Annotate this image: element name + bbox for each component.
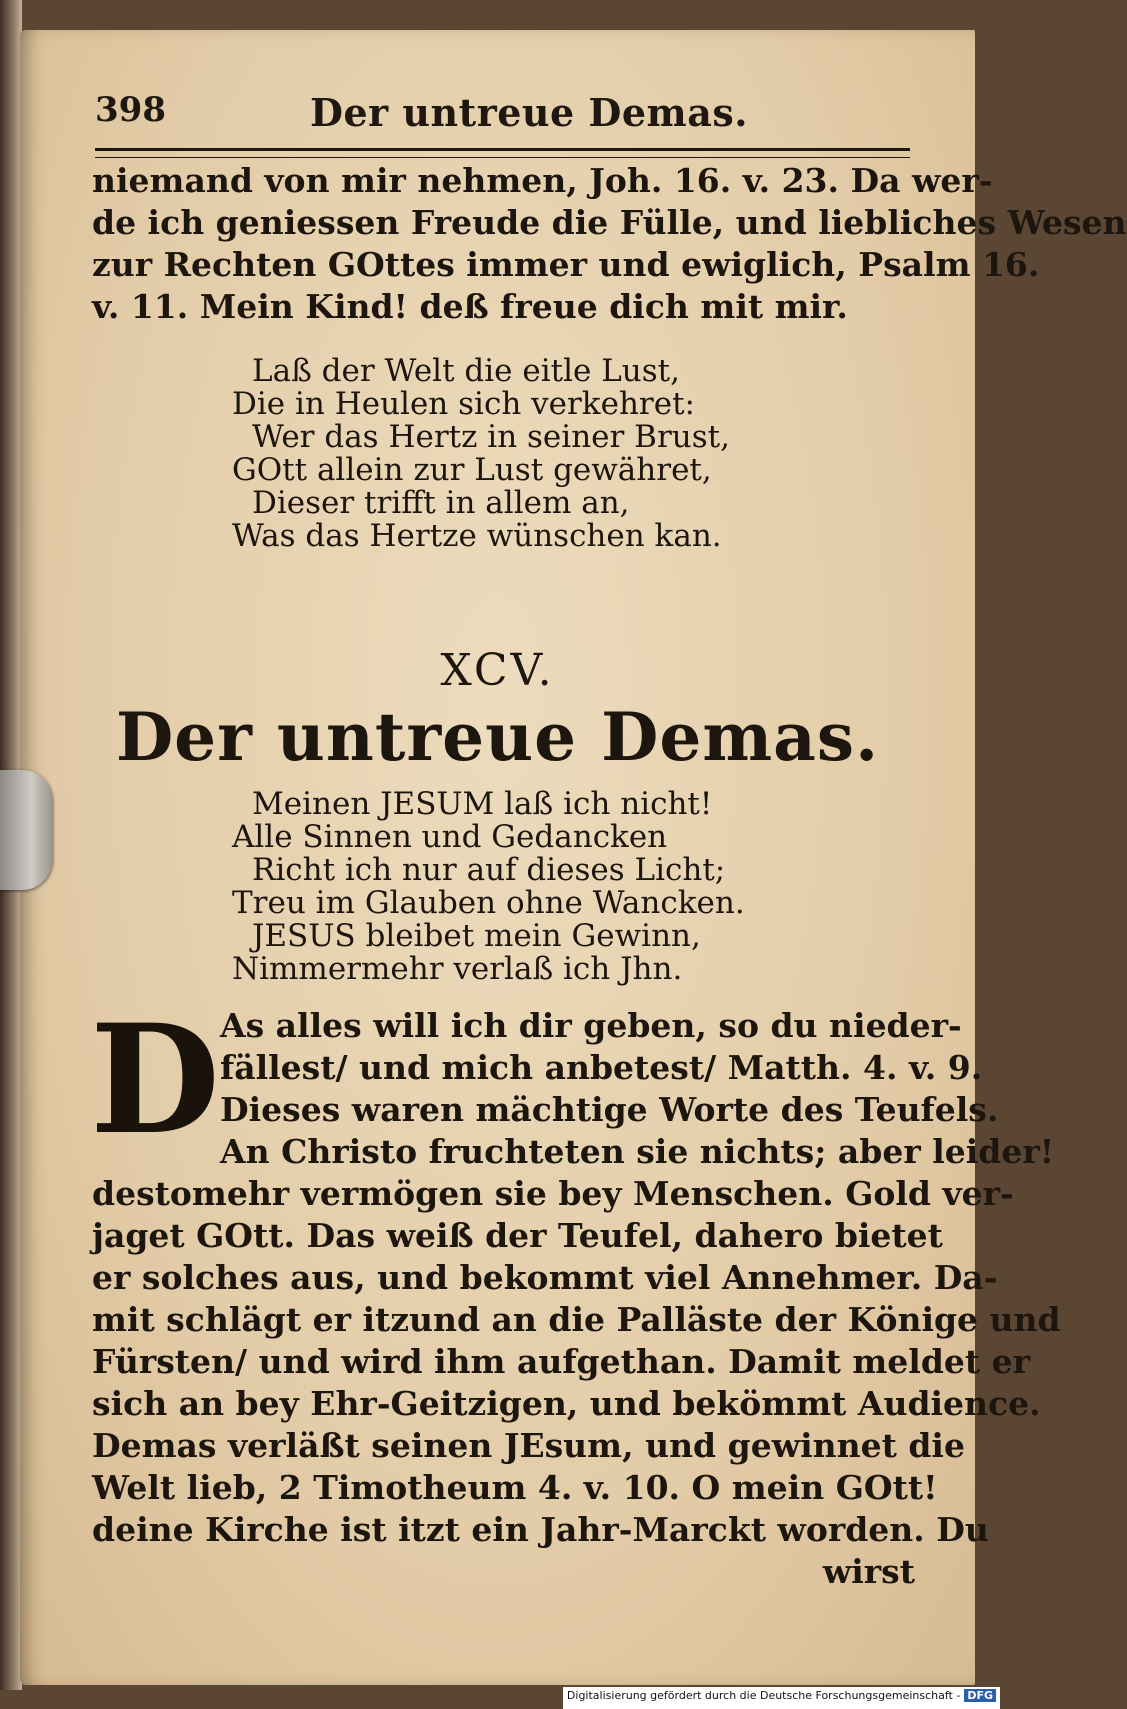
footer-text: Digitalisierung gefördert durch die Deutsche Forschungsgemeinschaft - (566, 1689, 961, 1702)
main-paragraph-indented (220, 1005, 1055, 1173)
text-line: fällest/ und mich anbetest/ Matth. 4. v. 9. (220, 1048, 983, 1087)
text-line: As alles will ich dir geben, so du nieder- (220, 1006, 962, 1045)
footer-credit (563, 1687, 1000, 1709)
text-line: An Christo fruchteten sie nichts; aber leider! (220, 1132, 1055, 1171)
verse-line: Dieser trifft in allem an, (252, 485, 630, 521)
verse-line: Richt ich nur auf dieses Licht; (252, 852, 726, 888)
top-paragraph (92, 160, 1127, 328)
verse-line: Meinen JESUM laß ich nicht! (252, 786, 713, 822)
text-line: er solches aus, und bekommt viel Annehmer. Da- (92, 1258, 998, 1297)
text-line: niemand von mir nehmen, Joh. 16. v. 23. Da wer- (92, 161, 993, 200)
verse-line: JESUS bleibet mein Gewinn, (252, 918, 701, 954)
text-line: sich an bey Ehr-Geitzigen, und bekömmt Audience. (92, 1384, 1041, 1423)
verse-line: Wer das Hertz in seiner Brust, (252, 419, 730, 455)
text-line: jaget GOtt. Das weiß der Teufel, dahero bietet (92, 1216, 943, 1255)
text-line: Dieses waren mächtige Worte des Teufels. (220, 1090, 999, 1129)
text-line: v. 11. Mein Kind! deß freue dich mit mir. (92, 287, 848, 326)
text-line: Welt lieb, 2 Timotheum 4. v. 10. O mein GOtt! (92, 1468, 938, 1507)
text-line: mit schlägt er itzund an die Palläste der Könige und (92, 1300, 1061, 1339)
text-line: Fürsten/ und wird ihm aufgethan. Damit meldet er (92, 1342, 1031, 1381)
page-header (95, 90, 915, 140)
text-line: de ich geniessen Freude die Fülle, und liebliches Wesen (92, 203, 1127, 242)
verse-1 (92, 355, 915, 553)
verse-line: Laß der Welt die eitle Lust, (252, 353, 680, 389)
text-line: Demas verläßt seinen JEsum, und gewinnet die (92, 1426, 965, 1465)
running-title: Der untreue Demas. (310, 90, 749, 135)
main-paragraph (92, 1173, 1061, 1593)
verse-line: Alle Sinnen und Gedancken (232, 819, 668, 855)
text-line: destomehr vermögen sie bey Menschen. Gold ver- (92, 1174, 1014, 1213)
verse-2 (92, 788, 915, 986)
verse-line: Was das Hertze wünschen kan. (232, 518, 722, 554)
catchword: wirst (822, 1552, 915, 1591)
verse-line: GOtt allein zur Lust gewähret, (232, 452, 712, 488)
verse-line: Die in Heulen sich verkehret: (232, 386, 695, 422)
page-clip (0, 770, 52, 890)
header-rule (95, 148, 910, 158)
section-title: Der untreue Demas. (115, 698, 880, 776)
text-line: deine Kirche ist itzt ein Jahr-Marckt worden. Du (92, 1510, 989, 1549)
section-number: XCV. (440, 645, 555, 696)
page-number: 398 (95, 90, 166, 130)
text-line: zur Rechten GOttes immer und ewiglich, Psalm 16. (92, 245, 1040, 284)
dfg-logo: DFG (964, 1689, 996, 1702)
verse-line: Treu im Glauben ohne Wancken. (232, 885, 745, 921)
book-page (20, 30, 1127, 1685)
verse-line: Nimmermehr verlaß ich Jhn. (232, 951, 683, 987)
decorated-initial: D (90, 992, 221, 1168)
